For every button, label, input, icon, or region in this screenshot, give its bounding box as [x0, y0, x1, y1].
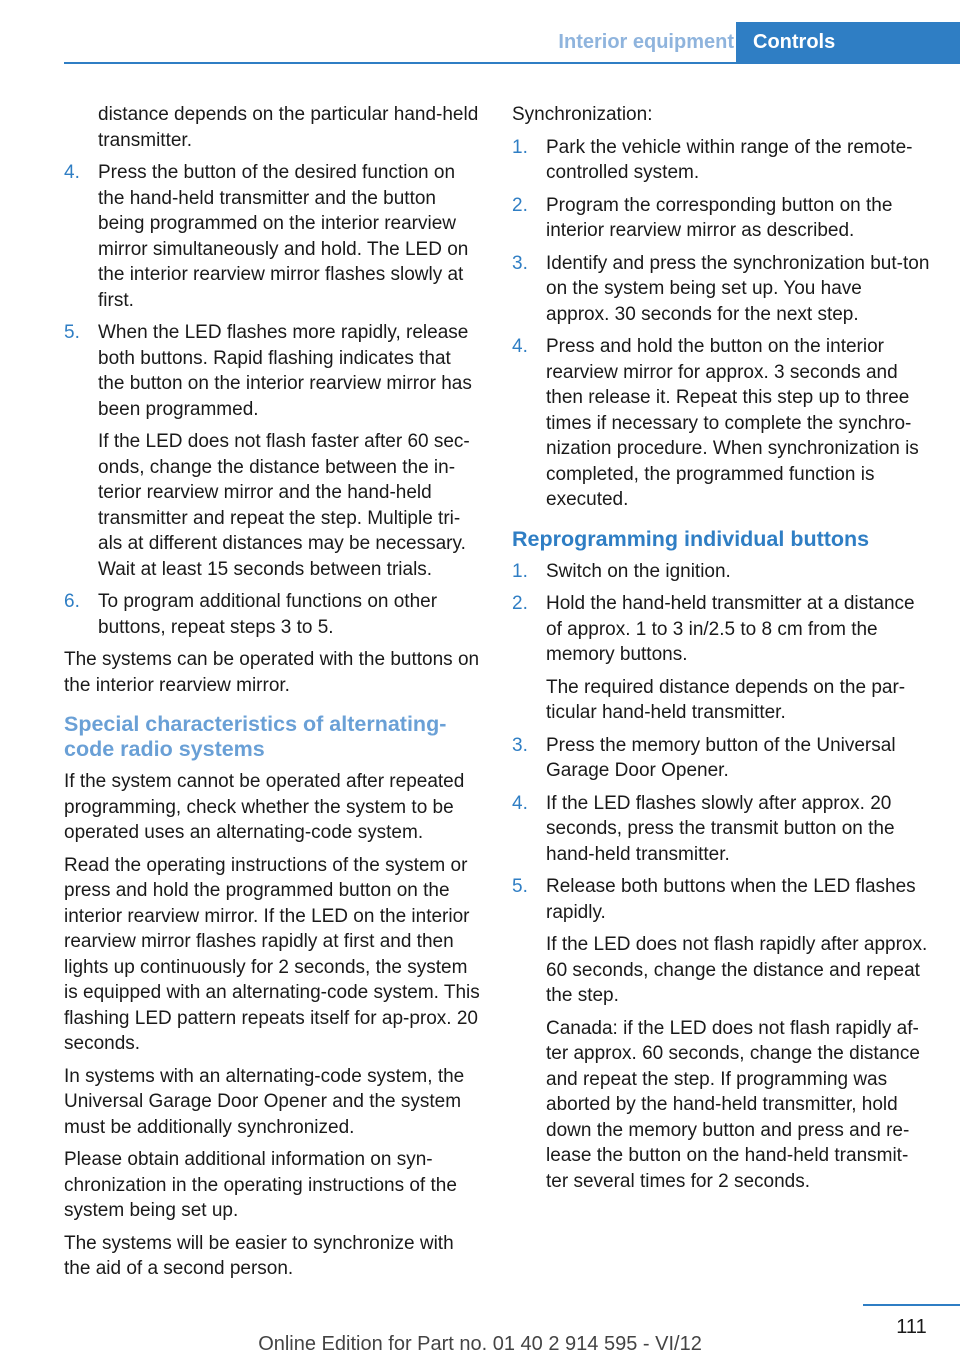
step-text: Identify and press the synchronization but‐ton on the system being set up. You have approx. 30 seconds for the next step. — [546, 252, 930, 325]
step-text: To program additional functions on other buttons, repeat steps 3 to 5. — [98, 591, 438, 638]
step-number: 1. — [512, 136, 528, 158]
paragraph: The systems will be easier to synchronize with the aid of a second person. — [64, 1232, 454, 1279]
step-text: Program the corresponding button on the interior rearview mirror as described. — [546, 194, 893, 241]
edition-footer: Online Edition for Part no. 01 40 2 914 595 - VI/12 — [258, 1333, 702, 1355]
right-column — [512, 102, 930, 1201]
step-number: 1. — [512, 560, 528, 582]
step-text: Press the memory button of the Universal Garage Door Opener. — [546, 734, 896, 781]
step-text: Press and hold the button on the interior rearview mirror for approx. 3 seconds and then release it. Repeat this step up to three times if necessary to complete the synchro‐nization procedure. When synchronization is completed, the programmed function is executed. — [546, 336, 919, 510]
paragraph: In systems with an alternating-code system, the Universal Garage Door Opener and the system must be additionally synchronized. — [64, 1065, 465, 1138]
page-number: 111 — [896, 1316, 927, 1338]
chapter-tab: Controls — [736, 22, 960, 64]
step-text: Park the vehicle within range of the remote-controlled system. — [546, 136, 913, 183]
step-number: 2. — [512, 593, 528, 614]
reprogram-step-4 — [512, 791, 930, 868]
paragraph: If the system cannot be operated after repeated programming, check whether the system to be operated uses an alternating-code system. — [64, 771, 465, 843]
continued-text: distance depends on the particular hand‐held transmitter. — [98, 104, 479, 151]
step-number: 6. — [64, 591, 80, 612]
step-note-canada: Canada: if the LED does not flash rapidly af‐ter approx. 60 seconds, change the distance and repeat the step. If programming was aborted by the hand-held transmitter, hold down the memory button and press and re‐lease the button on the hand-held transmit‐ter several times for 2 seconds. — [546, 1017, 920, 1192]
step-note: If the LED does not flash faster after 60 sec‐onds, change the distance between the in‐terior rearview mirror and the hand-held transmitter and repeat the step. Multiple tri‐als at different distances may be necessary. Wait at least 15 seconds between trials. — [98, 431, 470, 580]
sync-step-4 — [512, 334, 930, 513]
footer-rule — [863, 1304, 960, 1306]
sync-step-1 — [512, 135, 930, 186]
sync-label: Synchronization: — [512, 104, 653, 125]
step-text: Hold the hand-held transmitter at a distance of approx. 1 to 3 in/2.5 to 8 cm from the memory buttons. — [546, 593, 915, 665]
step-number: 4. — [64, 162, 80, 183]
step-number: 4. — [512, 792, 528, 814]
step-4 — [64, 160, 482, 313]
step-text: If the LED flashes slowly after approx. 20 seconds, press the transmit button on the hand-held transmitter. — [546, 792, 895, 865]
paragraph: Read the operating instructions of the system or press and hold the programmed button on the interior rearview mirror. If the LED on the interior rearview mirror flashes rapidly at first and then lights up continuously for 2 seconds, the system is equipped with an alternating-code system. This flashing LED pattern repeats itself for ap‐prox. 20 seconds. — [64, 854, 480, 1054]
step-5 — [64, 320, 482, 582]
sync-step-2 — [512, 193, 930, 244]
step-number: 4. — [512, 336, 528, 357]
step-text: Release both buttons when the LED flashes rapidly. — [546, 876, 916, 923]
step-number: 5. — [64, 322, 80, 343]
step-text: Press the button of the desired function on the hand-held transmitter and the button being programmed on the interior rearview mirror simultaneously and hold. The LED on the interior rearview mirror flashes slowly at first. — [98, 162, 469, 311]
section-title: Interior equipment — [558, 31, 734, 53]
step-text: When the LED flashes more rapidly, release both buttons. Rapid flashing indicates that the button on the interior rearview mirror has been programmed. — [98, 322, 472, 420]
sync-step-3 — [512, 251, 930, 328]
section-heading: Special characteristics of alternating-code radio systems — [64, 712, 447, 761]
step-number: 3. — [512, 734, 528, 756]
section-heading: Reprogramming individual buttons — [512, 526, 870, 551]
step-text: Switch on the ignition. — [546, 560, 731, 582]
step-6 — [64, 589, 482, 640]
reprogram-step-1 — [512, 559, 930, 585]
step-note: The required distance depends on the par‐ticular hand-held transmitter. — [546, 676, 906, 723]
paragraph: Please obtain additional information on syn‐chronization in the operating instructions of the system being set up. — [64, 1149, 457, 1221]
reprogram-step-3 — [512, 733, 930, 784]
reprogram-step-2 — [512, 591, 930, 726]
paragraph: The systems can be operated with the buttons on the interior rearview mirror. — [64, 649, 480, 696]
step-number: 2. — [512, 194, 528, 216]
left-column — [64, 102, 482, 1289]
reprogram-step-5 — [512, 874, 930, 1194]
step-number: 5. — [512, 876, 528, 897]
step-note: If the LED does not flash rapidly after approx. 60 seconds, change the distance and repeat the step. — [546, 934, 928, 1006]
step-number: 3. — [512, 252, 528, 274]
